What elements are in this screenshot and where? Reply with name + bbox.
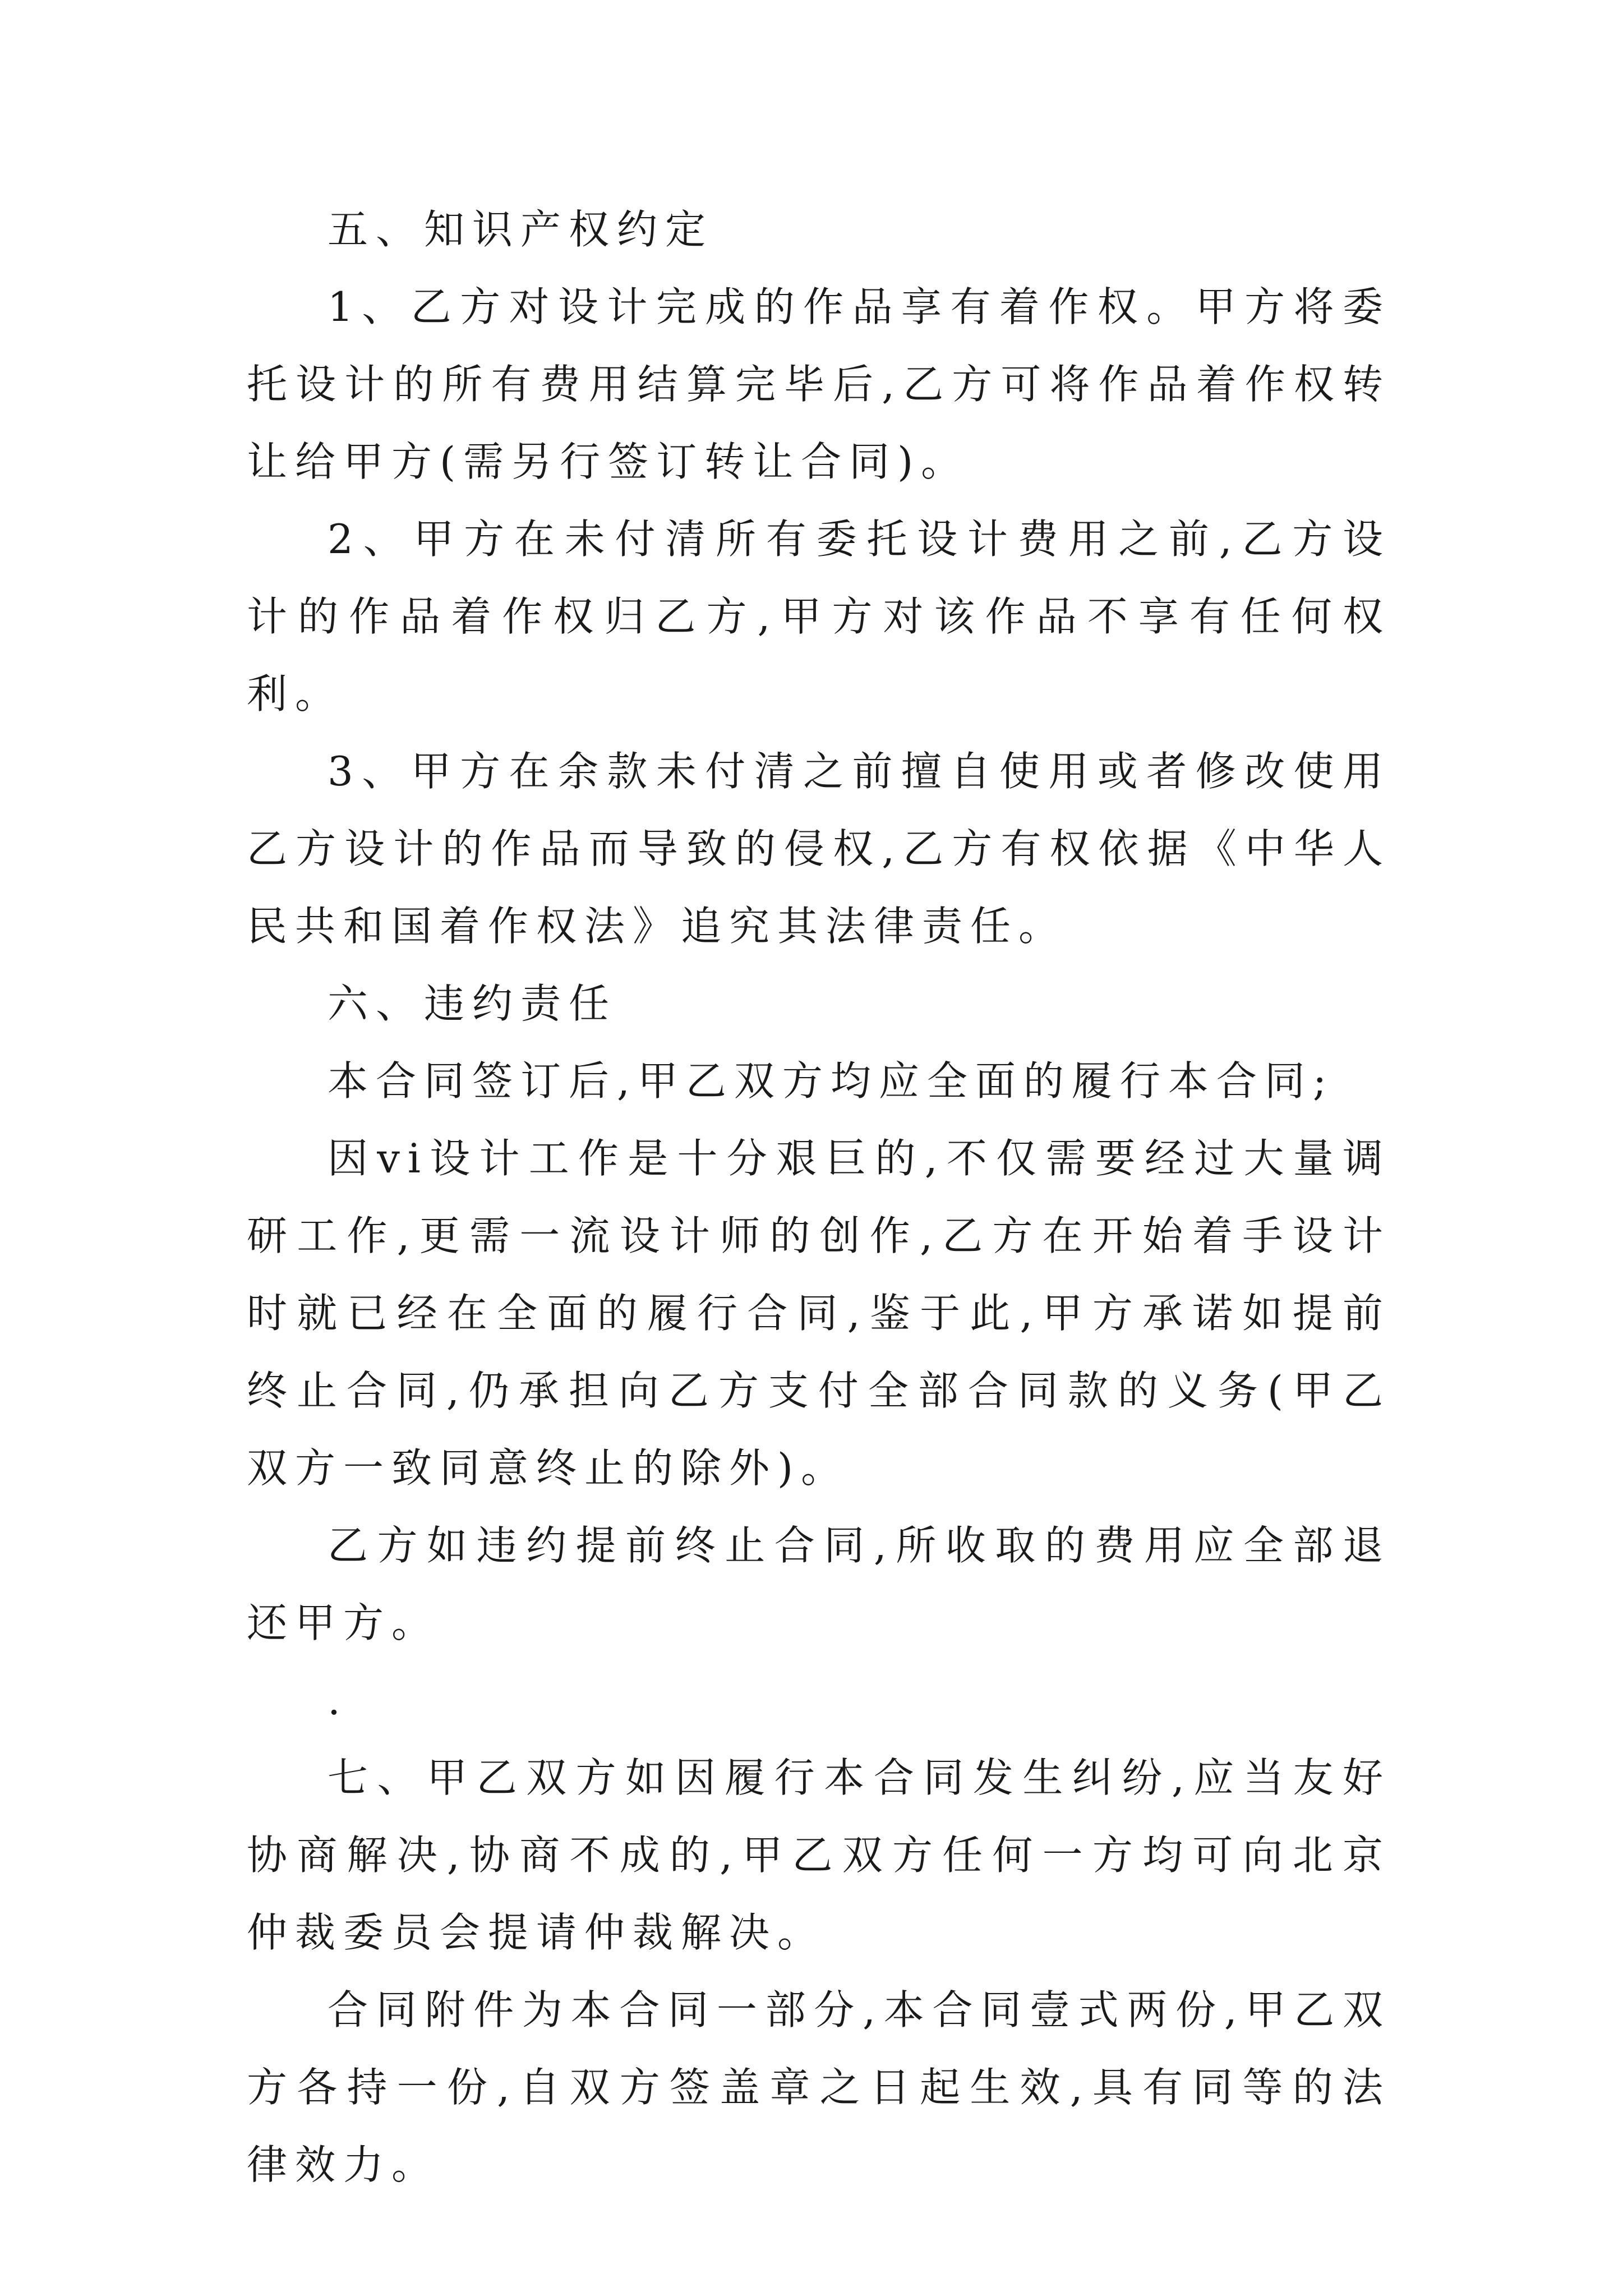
document-body bbox=[247, 191, 1391, 2203]
clause-contract-copies: 合同附件为本合同一部分,本合同壹式两份,甲乙双方各持一份,自双方签盖章之日起生效,具有同等的法律效力。 bbox=[247, 1986, 1391, 2188]
clause-6-2: 因vi设计工作是十分艰巨的,不仅需要经过大量调研工作,更需一流设计师的创作,乙方在开始着手设计时就已经在全面的履行合同,鉴于此,甲方承诺如提前终止合同,仍承担向乙方支付全部合同款的义务(甲乙双方一致同意终止的除外)。 bbox=[247, 1135, 1391, 1492]
clause-5-2: 2、甲方在未付清所有委托设计费用之前,乙方设计的作品着作权归乙方,甲方对该作品不享有任何权利。 bbox=[247, 516, 1391, 717]
clause-7-dispute-resolution: 七、甲乙双方如因履行本合同发生纠纷,应当友好协商解决,协商不成的,甲乙双方任何一方均可向北京仲裁委员会提请仲裁解决。 bbox=[247, 1754, 1391, 1956]
clause-6-1: 本合同签订后,甲乙双方均应全面的履行本合同; bbox=[328, 1057, 1335, 1105]
clause-5-3: 3、甲方在余款未付清之前擅自使用或者修改使用乙方设计的作品而导致的侵权,乙方有权依据《中华人民共和国着作权法》追究其法律责任。 bbox=[247, 748, 1391, 950]
stray-dot: . bbox=[328, 1677, 348, 1724]
clause-6-3: 乙方如违约提前终止合同,所收取的费用应全部退还甲方。 bbox=[247, 1522, 1391, 1646]
section-heading-breach-liability: 六、违约责任 bbox=[328, 980, 617, 1027]
clause-5-1: 1、乙方对设计完成的作品享有着作权。甲方将委托设计的所有费用结算完毕后,乙方可将作品着作权转让给甲方(需另行签订转让合同)。 bbox=[247, 283, 1391, 485]
section-heading-intellectual-property: 五、知识产权约定 bbox=[328, 206, 714, 253]
